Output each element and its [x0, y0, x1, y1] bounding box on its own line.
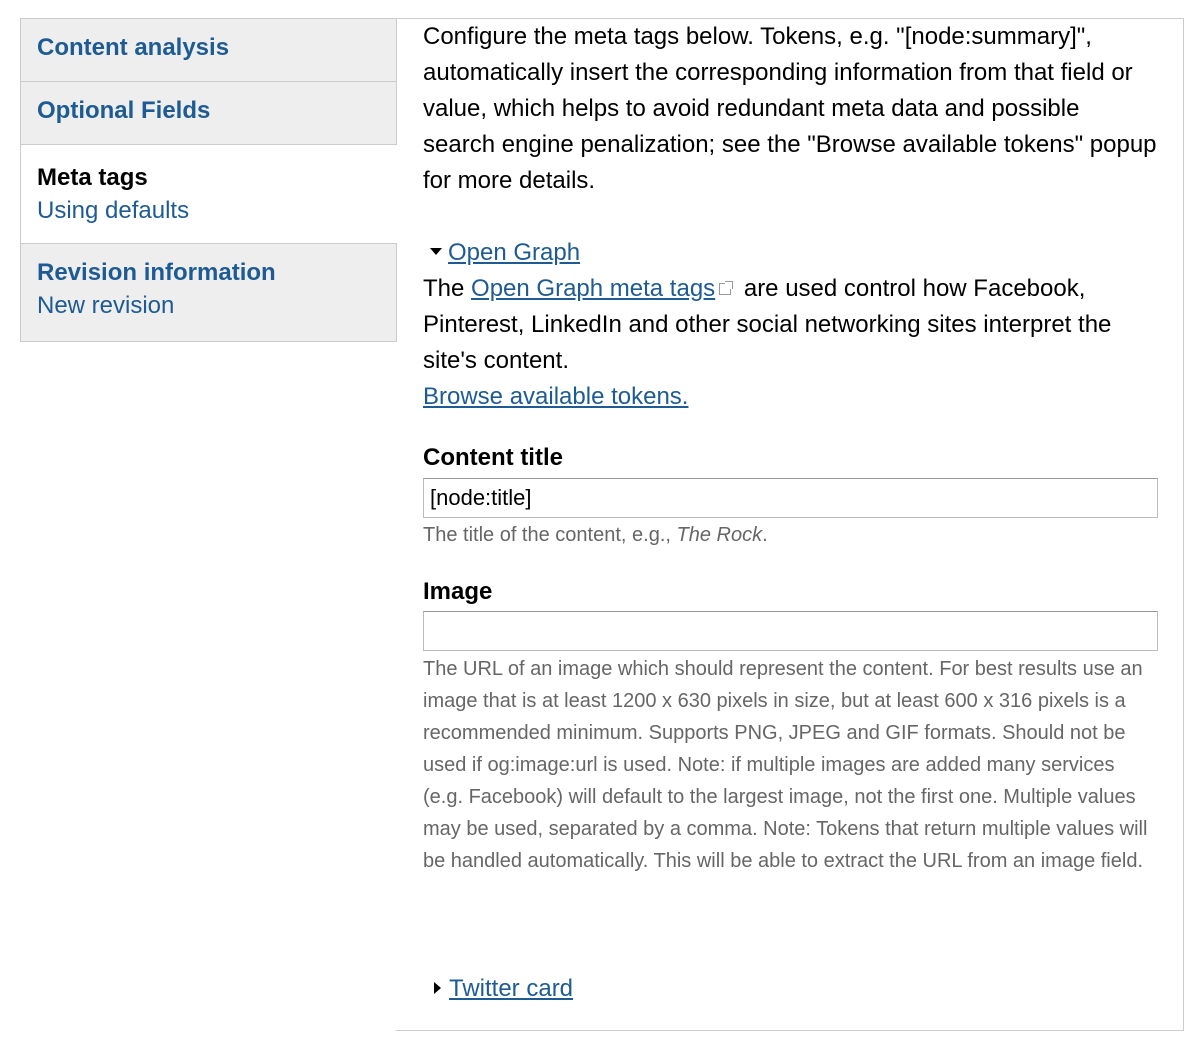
open-graph-summary-link[interactable]: Open Graph	[448, 239, 581, 266]
tab-meta-tags[interactable]	[21, 145, 397, 244]
open-graph-description	[423, 271, 1158, 379]
tab-title[interactable]: Content analysis	[37, 34, 230, 61]
open-graph-toggle[interactable]	[430, 235, 580, 271]
tab-title[interactable]: Meta tags	[37, 164, 148, 191]
twitter-card-toggle[interactable]	[434, 971, 573, 1007]
open-graph-meta-tags-link[interactable]: Open Graph meta tags	[471, 275, 716, 302]
tab-content-analysis[interactable]	[21, 19, 397, 82]
external-link-icon	[719, 283, 731, 295]
triangle-right-icon	[434, 982, 441, 994]
browse-tokens-link[interactable]: Browse available tokens.	[423, 383, 689, 410]
help-example: The Rock	[676, 524, 763, 546]
help-after: .	[762, 524, 768, 546]
image-help: The URL of an image which should represent the content. For best results use an image that is at least 1200 x 630 pixels in size, but at least 600 x 316 pixels is a recommended minimum. Supports PNG, JPEG and GIF formats. Should not be used if og:image:url is used. Note: if multiple images are added many services (e.g. Facebook) will default to the largest image, not the first one. Multiple values may be used, separated by a comma. Note: Tokens that return multiple values will be handled automatically. This will be able to extract the URL from an image field.	[423, 658, 1148, 872]
intro-text: Configure the meta tags below. Tokens, e.g. "[node:summary]", automatically insert the corresponding information from that field or value, which helps to avoid redundant meta data and possible search engine penalization; see the "Browse available tokens" popup for more details.	[423, 23, 1157, 194]
help-before: The title of the content, e.g.,	[423, 524, 677, 546]
image-label: Image	[423, 578, 493, 605]
triangle-down-icon	[430, 248, 442, 255]
tab-summary: New revision	[37, 292, 175, 319]
vertical-tabs	[20, 18, 397, 342]
tab-title[interactable]: Revision information	[37, 259, 276, 286]
image-input[interactable]	[423, 611, 1158, 651]
og-desc-before: The	[423, 275, 472, 302]
tab-summary: Using defaults	[37, 197, 190, 224]
tab-title[interactable]: Optional Fields	[37, 97, 211, 124]
og-desc-after: are used control how Facebook, Pinterest, LinkedIn and other social networking sites interpret the site's content.	[423, 275, 1112, 374]
tab-revision-information[interactable]	[21, 244, 397, 342]
twitter-card-summary-link[interactable]: Twitter card	[449, 975, 574, 1002]
content-title-input[interactable]	[423, 478, 1158, 518]
content-title-label: Content title	[423, 444, 563, 471]
meta-tags-pane	[396, 18, 1184, 1031]
content-title-help	[423, 519, 1158, 551]
tab-optional-fields[interactable]	[21, 82, 397, 145]
